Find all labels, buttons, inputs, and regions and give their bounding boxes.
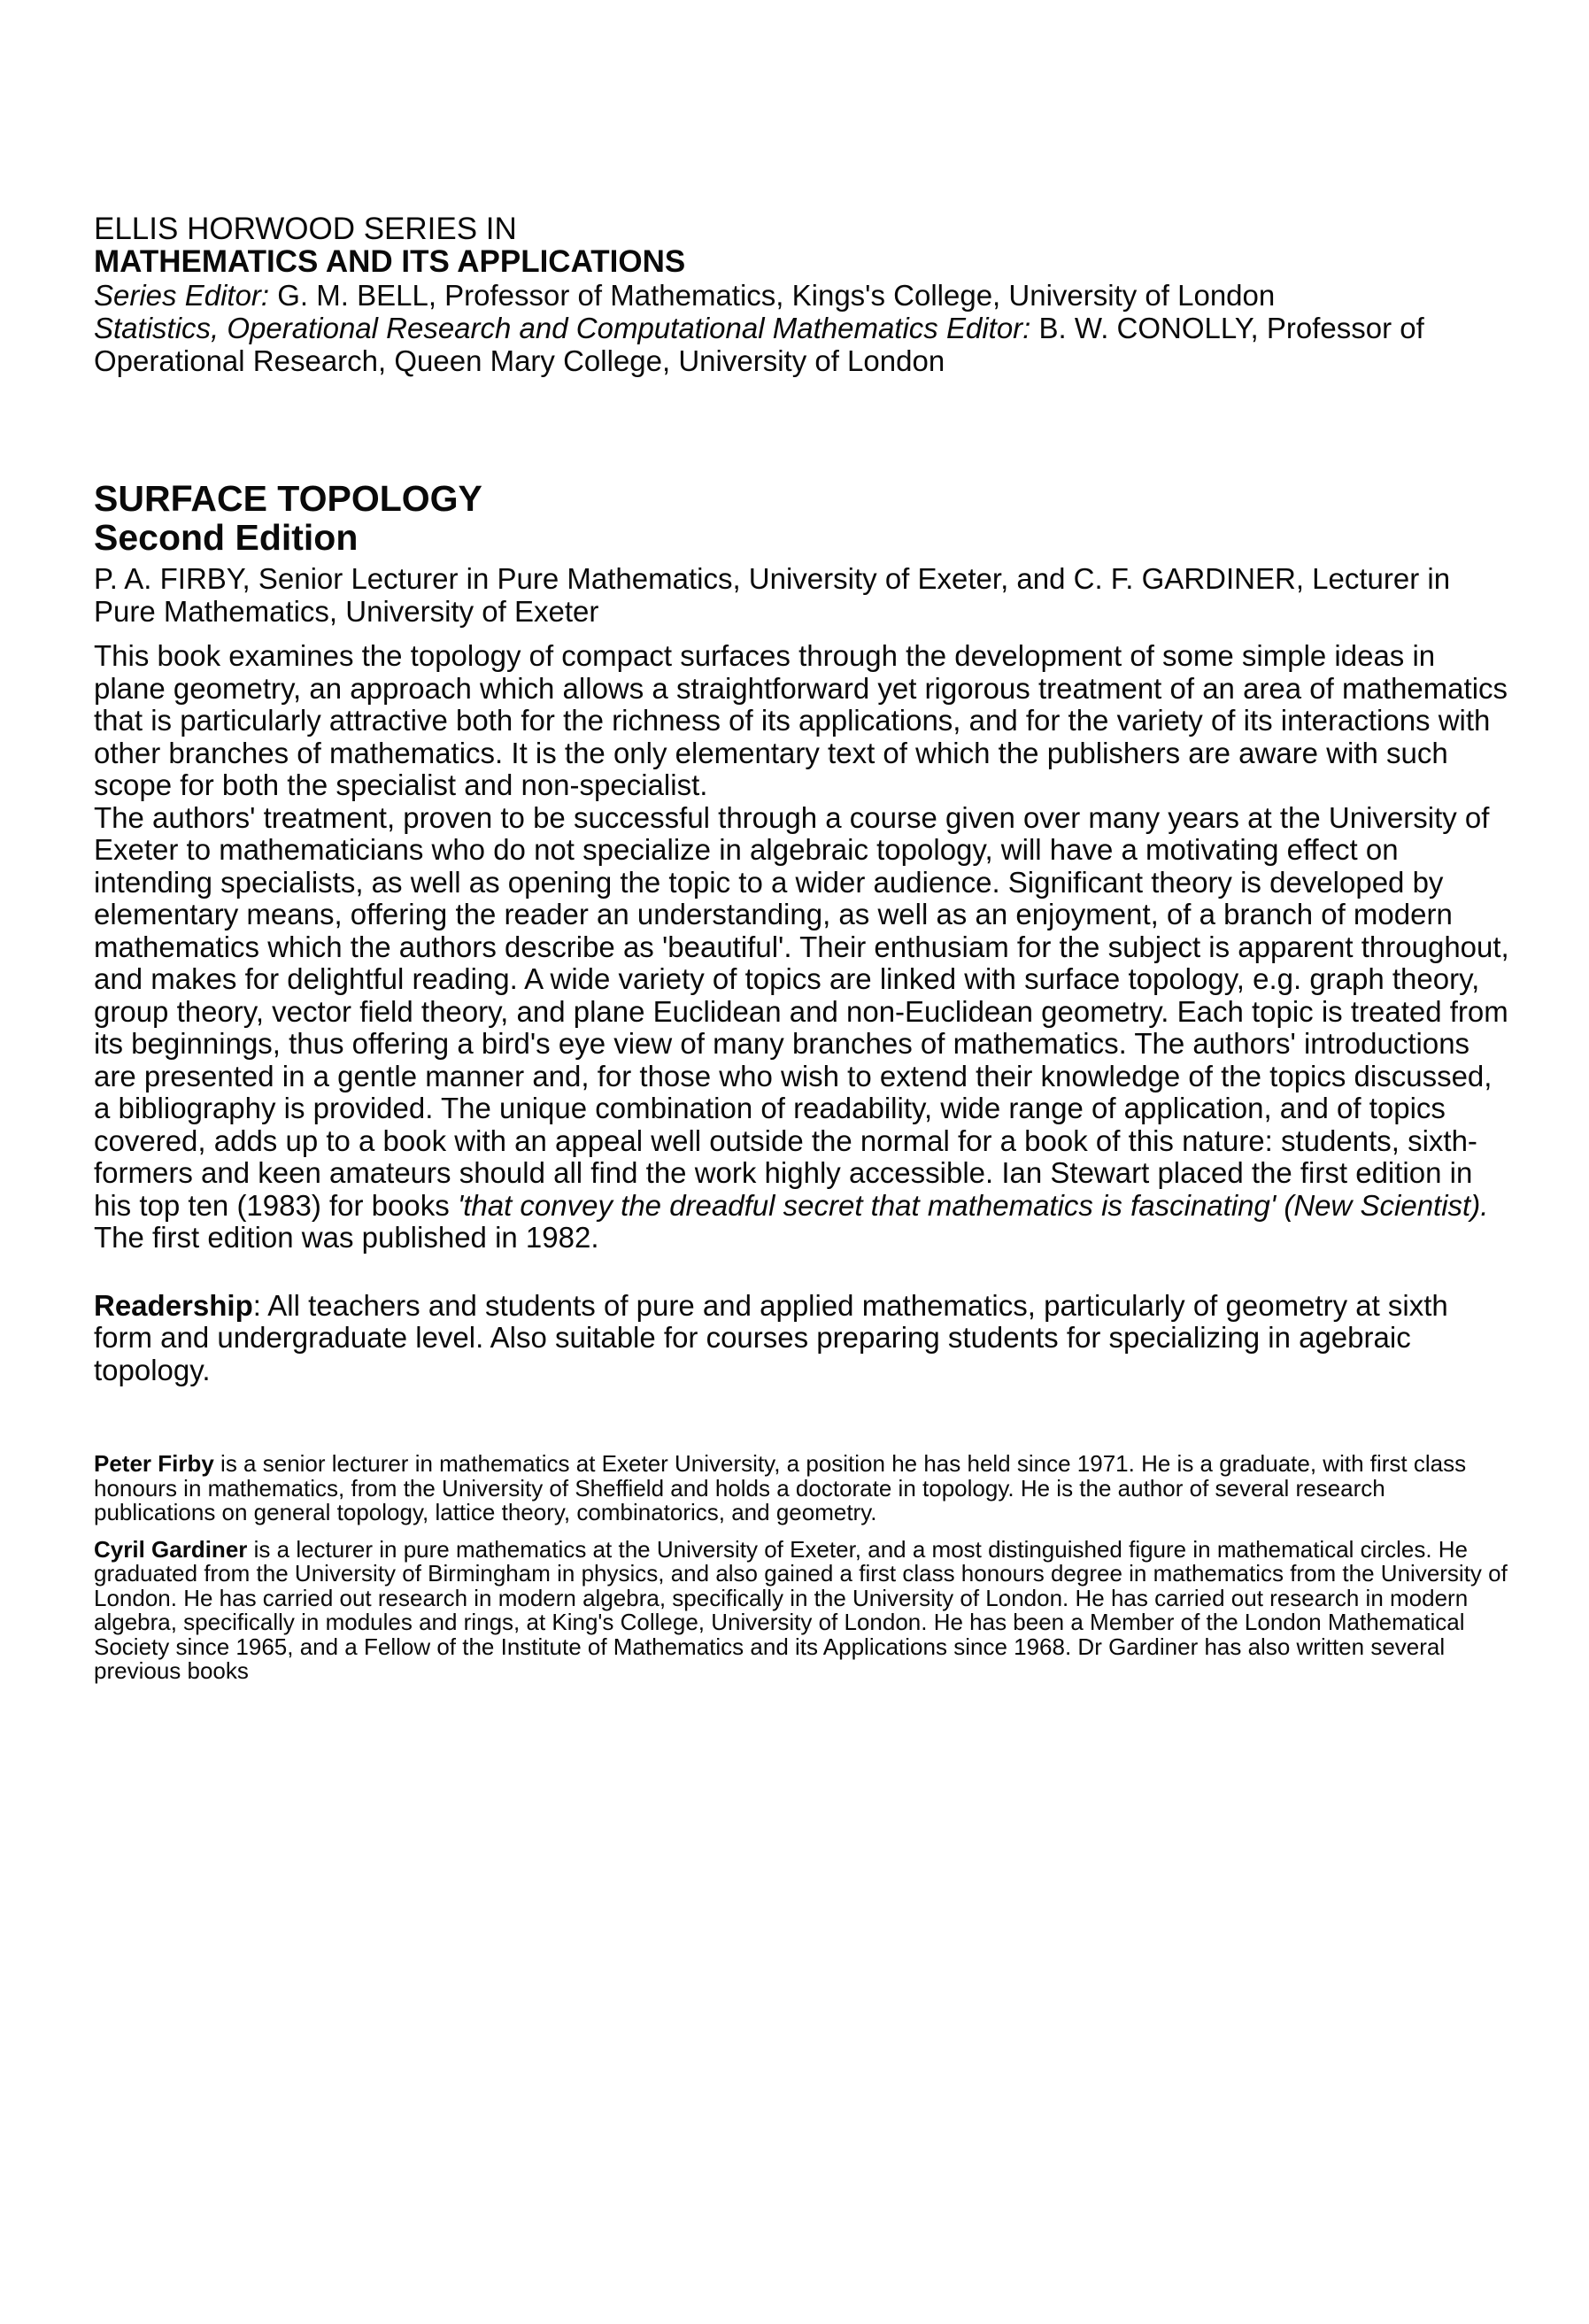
bio-gardiner-name: Cyril Gardiner bbox=[94, 1535, 248, 1563]
series-editor bbox=[94, 279, 1510, 312]
stats-editor-text: B. W. CONOLLY, Professor of Operational Research, Queen Mary College, University of London bbox=[94, 312, 1424, 377]
bio-gardiner bbox=[94, 1535, 1510, 1684]
bio-gardiner-text: is a lecturer in pure mathematics at the University of Exeter, and a most distinguished figure in mathematical circles. He graduated from the University of Birmingham in physics, and also gained a first class honours degree in mathematics from the University of London. He has carried out research in modern algebra, specifically in the University of London. He has carried out research in modern algebra, specifically in modules and rings, at King's College, University of London. He has been a Member of the London Mathematical Society since 1965, and a Fellow of the Institute of Mathematics and its Applications since 1968. Dr Gardiner has also written several previous books bbox=[94, 1535, 1508, 1684]
book-description bbox=[94, 640, 1510, 1255]
series-header bbox=[94, 212, 1510, 377]
description-paragraph-1: This book examines the topology of compact surfaces through the development of some simple ideas in plane geometry, an approach which allows a straightforward yet rigorous treatment of an area of mathematics that is particularly attractive both for the richness of its applications, and for the variety of its interactions with other branches of mathematics. It is the only elementary text of which the publishers are aware with such scope for both the specialist and non-specialist. bbox=[94, 639, 1508, 801]
series-editor-label: Series Editor: bbox=[94, 279, 270, 312]
book-authors: P. A. FIRBY, Senior Lecturer in Pure Mathematics, University of Exeter, and C. F. GARDINER, Lecturer in Pure Mathematics, University of Exeter bbox=[94, 562, 1451, 628]
description-paragraph-2-text: The authors' treatment, proven to be successful through a course given over many years at the University of Exeter to mathematicians who do not specialize in algebraic topology, will have a motivating effect on intending specialists, as well as opening the topic to a wider audience. Significant theory is developed by elementary means, offering the reader an understanding, as well as an enjoyment, of a branch of modern mathematics which the authors describe as 'beautiful'. Their enthusiam for the subject is apparent throughout, and makes for delightful reading. A wide variety of topics are linked with surface topology, e.g. graph theory, group theory, vector field theory, and plane Euclidean and non-Euclidean geometry. Each topic is treated from its beginnings, thus offering a bird's eye view of many branches of mathematics. The authors' introductions are presented in a gentle manner and, for those who wish to extend their knowledge of the topics discussed, a bibliography is provided. The unique combination of readability, wide range of application, and of topics covered, adds up to a book with an appeal well outside the normal for a book of this nature: students, sixth-formers and keen amateurs should all find the work highly accessible. Ian Stewart placed the first edition in his top ten (1983) for books bbox=[94, 800, 1509, 1222]
book-info bbox=[94, 479, 1510, 628]
description-paragraph-2 bbox=[94, 802, 1510, 1255]
readership-label: Readership bbox=[94, 1288, 253, 1322]
book-title: SURFACE TOPOLOGY bbox=[94, 478, 482, 519]
readership bbox=[94, 1290, 1510, 1387]
bio-firby-name: Peter Firby bbox=[94, 1450, 214, 1477]
description-quote: 'that convey the dreadful secret that mathematics is fascinating' (New Scientist). bbox=[457, 1188, 1489, 1222]
series-title: MATHEMATICS AND ITS APPLICATIONS bbox=[94, 244, 686, 279]
series-name: ELLIS HORWOOD SERIES IN bbox=[94, 212, 517, 246]
bio-firby-text: is a senior lecturer in mathematics at Exeter University, a position he has held since 1971. He is a graduate, with first class honours in mathematics, from the University of Sheffield and holds a doctorate in topology. He is the author of several research publications on general topology, lattice theory, combinatorics, and geometry. bbox=[94, 1450, 1467, 1525]
stats-editor bbox=[94, 312, 1510, 377]
readership-text: : All teachers and students of pure and applied mathematics, particularly of geometry at sixth form and undergraduate level. Also suitable for courses preparing students for specializing in agebraic topology. bbox=[94, 1288, 1448, 1386]
book-edition: Second Edition bbox=[94, 517, 359, 558]
document-page bbox=[94, 212, 1510, 1684]
series-editor-text: G. M. BELL, Professor of Mathematics, Kings's College, University of London bbox=[277, 279, 1276, 312]
bio-firby bbox=[94, 1452, 1510, 1525]
description-paragraph-2-end: The first edition was published in 1982. bbox=[94, 1221, 599, 1254]
stats-editor-label: Statistics, Operational Research and Computational Mathematics Editor: bbox=[94, 312, 1031, 344]
